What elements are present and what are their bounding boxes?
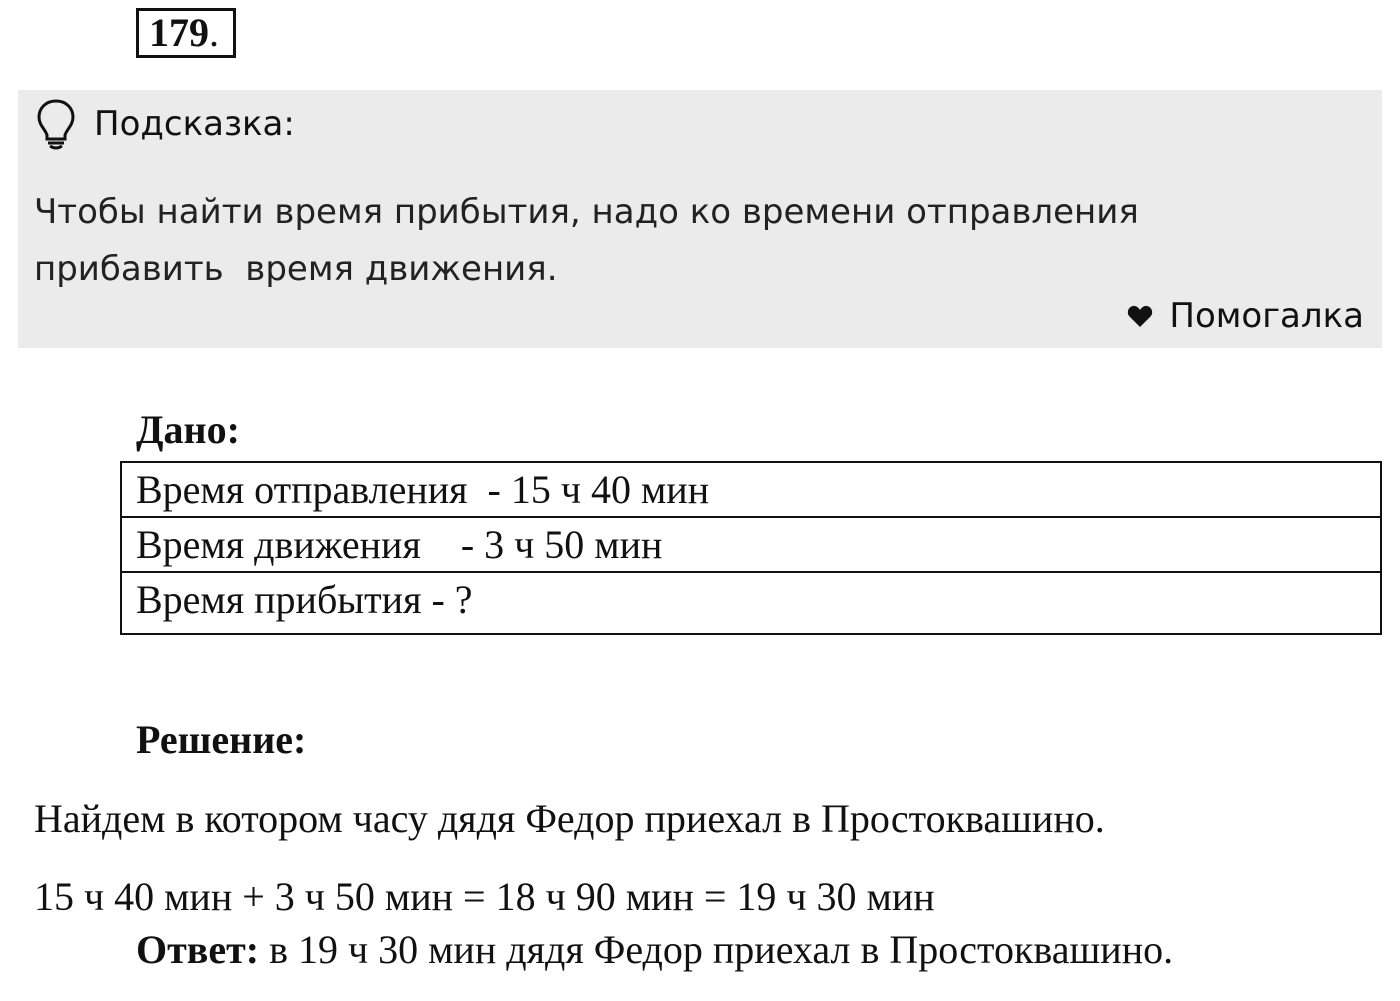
brand-link[interactable] bbox=[1127, 296, 1364, 336]
hint-text bbox=[34, 184, 1334, 298]
given-table bbox=[120, 461, 1382, 635]
answer-label: Ответ: bbox=[136, 927, 260, 972]
given-row: Время отправления - 15 ч 40 мин bbox=[122, 463, 1380, 518]
heart-icon bbox=[1127, 304, 1153, 328]
brand-label: Помогалка bbox=[1169, 296, 1364, 336]
hint-header bbox=[36, 98, 295, 150]
lightbulb-icon bbox=[36, 98, 76, 150]
given-row: Время движения - 3 ч 50 мин bbox=[122, 518, 1380, 573]
answer bbox=[136, 926, 1173, 973]
task-number-suffix: . bbox=[209, 10, 219, 55]
task-number-box bbox=[136, 8, 236, 58]
answer-text: в 19 ч 30 мин дядя Федор приехал в Простоквашино. bbox=[259, 927, 1174, 972]
solution-text: Найдем в котором часу дядя Федор приехал в Простоквашино. bbox=[34, 796, 1105, 841]
solution-calculation: 15 ч 40 мин + 3 ч 50 мин = 18 ч 90 мин = 19 ч 30 мин bbox=[34, 874, 935, 919]
hint-text-line: прибавить время движения. bbox=[34, 249, 558, 289]
task-number: 179 bbox=[149, 10, 209, 55]
given-title: Дано: bbox=[136, 407, 240, 452]
hint-title: Подсказка: bbox=[94, 104, 295, 144]
hint-text-line: Чтобы найти время прибытия, надо ко времени отправления bbox=[34, 192, 1139, 232]
given-row: Время прибытия - ? bbox=[136, 577, 473, 622]
solution-title: Решение: bbox=[136, 717, 307, 762]
